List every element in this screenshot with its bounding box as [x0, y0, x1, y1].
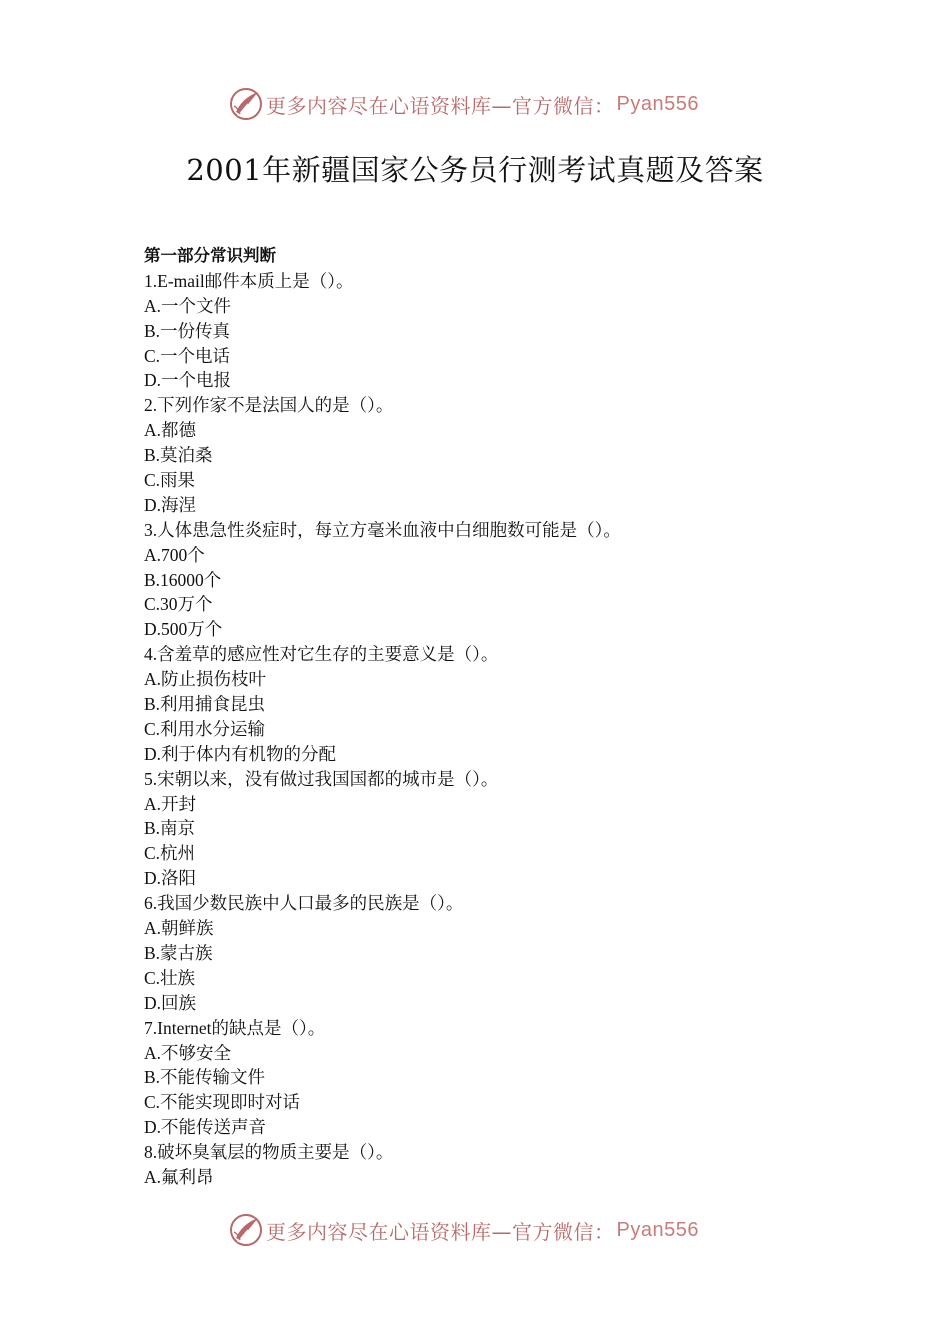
question-text: 7.Internet的缺点是（）。 — [144, 1017, 326, 1038]
answer-option: B.利用捕食昆虫 — [144, 694, 266, 715]
banner-text: 更多内容尽在心语资料库—官方微信： — [266, 1219, 615, 1244]
question-text: 3.人体患急性炎症时，每立方毫米血液中白细胞数可能是（）。 — [144, 519, 621, 540]
answer-option: C.壮族 — [144, 967, 196, 988]
question-text: 2.下列作家不是法国人的是（）。 — [144, 395, 394, 416]
answer-option: B.不能传输文件 — [144, 1067, 266, 1088]
answer-option: A.不够安全 — [144, 1042, 232, 1063]
answer-option: D.不能传送声音 — [144, 1117, 267, 1138]
answer-option: C.30万个 — [144, 594, 213, 615]
question-text: 6.我国少数民族中人口最多的民族是（）。 — [144, 893, 464, 914]
question-list — [144, 269, 804, 1190]
section-heading: 第一部分常识判断 — [144, 246, 276, 265]
answer-option: B.16000个 — [144, 569, 222, 590]
answer-option: B.莫泊桑 — [144, 445, 213, 466]
answer-option: A.700个 — [144, 544, 205, 565]
wechat-id: Pyan556 — [616, 92, 699, 115]
quill-pen-logo-icon — [228, 1212, 264, 1248]
answer-option: C.不能实现即时对话 — [144, 1092, 301, 1113]
answer-option: A.防止损伤枝叶 — [144, 669, 267, 690]
answer-option: C.杭州 — [144, 843, 196, 864]
banner-text: 更多内容尽在心语资料库—官方微信： — [266, 93, 615, 118]
answer-option: C.一个电话 — [144, 345, 231, 366]
question-text: 1.E-mail邮件本质上是（）。 — [144, 270, 354, 291]
answer-option: D.洛阳 — [144, 868, 197, 889]
question-text: 4.含羞草的感应性对它生存的主要意义是（）。 — [144, 644, 499, 665]
question-text: 5.宋朝以来，没有做过我国国都的城市是（）。 — [144, 768, 499, 789]
answer-option: D.一个电报 — [144, 370, 232, 391]
answer-option: C.利用水分运输 — [144, 718, 266, 739]
answer-option: D.500万个 — [144, 619, 223, 640]
answer-option: A.氟利昂 — [144, 1166, 214, 1187]
answer-option: B.蒙古族 — [144, 942, 213, 963]
answer-option: B.一份传真 — [144, 320, 231, 341]
document-body — [144, 244, 804, 1190]
footer-banner — [228, 1210, 748, 1250]
answer-option: A.朝鲜族 — [144, 918, 214, 939]
question-text: 8.破坏臭氧层的物质主要是（）。 — [144, 1142, 394, 1163]
quill-pen-logo-icon — [228, 86, 264, 122]
answer-option: A.都德 — [144, 420, 197, 441]
answer-option: B.南京 — [144, 818, 196, 839]
answer-option: D.利于体内有机物的分配 — [144, 743, 337, 764]
answer-option: D.回族 — [144, 992, 197, 1013]
answer-option: A.一个文件 — [144, 295, 232, 316]
answer-option: A.开封 — [144, 793, 197, 814]
wechat-id: Pyan556 — [616, 1218, 699, 1241]
document-title: 2001年新疆国家公务员行测考试真题及答案 — [186, 153, 764, 187]
answer-option: D.海涅 — [144, 494, 197, 515]
header-banner — [228, 84, 748, 124]
answer-option: C.雨果 — [144, 470, 196, 491]
